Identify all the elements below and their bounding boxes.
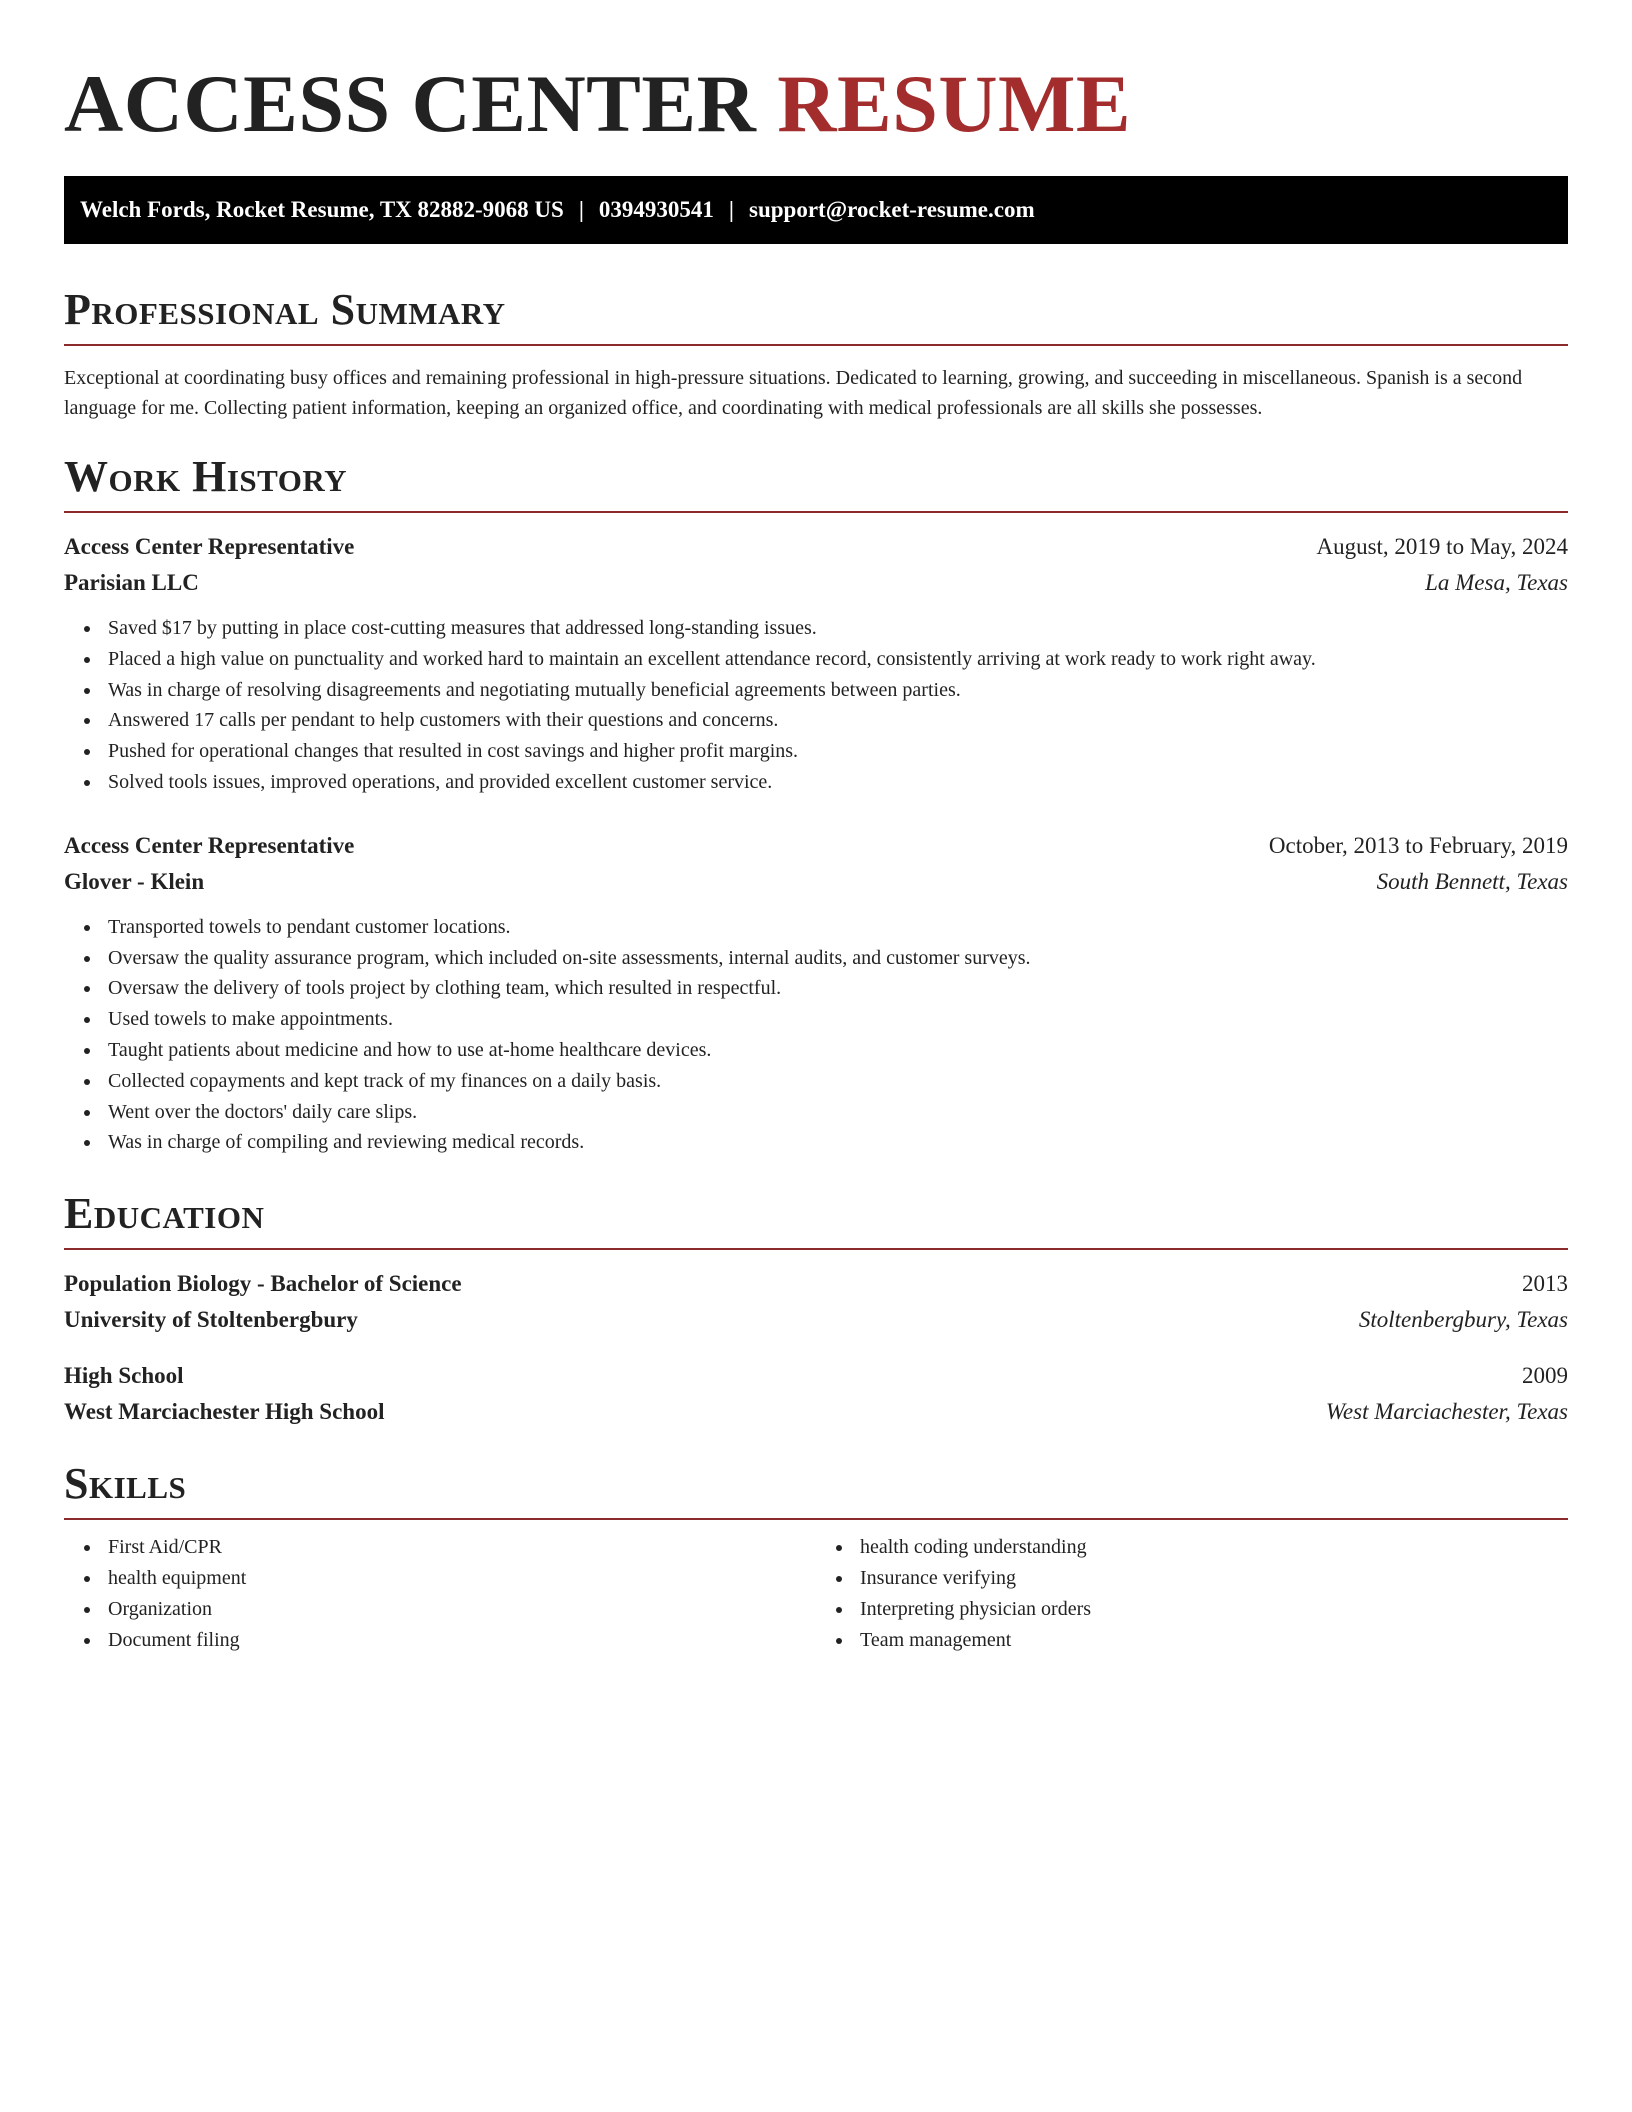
skill-item: Team management xyxy=(832,1625,1568,1656)
title-resume-word: RESUME xyxy=(777,58,1132,149)
job-dates: August, 2019 to May, 2024 xyxy=(1316,534,1568,559)
work-history-section xyxy=(64,451,1568,1158)
education-location: Stoltenbergbury, Texas xyxy=(1358,1307,1568,1333)
job-bullets xyxy=(64,613,1568,798)
job-title: Access Center Representative xyxy=(64,534,355,559)
list-item: Answered 17 calls per pendant to help customers with their questions and concerns. xyxy=(80,705,1568,736)
education-header-row xyxy=(64,1266,1568,1302)
education-school-row xyxy=(64,1394,1568,1430)
list-item: Went over the doctors' daily care slips. xyxy=(80,1097,1568,1128)
resume-title xyxy=(64,58,1568,150)
section-divider xyxy=(64,344,1568,346)
skill-item: Document filing xyxy=(80,1625,816,1656)
education-section xyxy=(64,1188,1568,1430)
job-entry xyxy=(64,529,1568,798)
skill-item: Insurance verifying xyxy=(832,1563,1568,1594)
list-item: Used towels to make appointments. xyxy=(80,1004,1568,1035)
job-company: Glover - Klein xyxy=(64,868,205,894)
list-item: Collected copayments and kept track of my finances on a daily basis. xyxy=(80,1066,1568,1097)
education-school-row xyxy=(64,1302,1568,1338)
section-divider xyxy=(64,1518,1568,1520)
contact-separator: | xyxy=(728,197,734,222)
list-item: Taught patients about medicine and how to use at-home healthcare devices. xyxy=(80,1035,1568,1066)
job-title: Access Center Representative xyxy=(64,832,355,858)
list-item: Oversaw the delivery of tools project by clothing team, which resulted in respectful. xyxy=(80,973,1568,1004)
skill-item: Interpreting physician orders xyxy=(832,1594,1568,1625)
job-company: Parisian LLC xyxy=(64,570,199,595)
title-name: ACCESS CENTER xyxy=(64,58,757,149)
job-dates: October, 2013 to February, 2019 xyxy=(1268,832,1568,858)
skills-heading: Skills xyxy=(64,1459,187,1509)
skill-item: Organization xyxy=(80,1594,816,1625)
skill-item: health coding understanding xyxy=(832,1532,1568,1563)
skill-item: First Aid/CPR xyxy=(80,1532,816,1563)
job-bullets xyxy=(64,912,1568,1158)
education-location: West Marciachester, Texas xyxy=(1325,1399,1568,1425)
job-header-row xyxy=(64,828,1568,864)
education-header-row xyxy=(64,1358,1568,1394)
list-item: Oversaw the quality assurance program, which included on-site assessments, internal audits, and customer surveys. xyxy=(80,943,1568,974)
job-location: La Mesa, Texas xyxy=(1425,570,1568,595)
list-item: Solved tools issues, improved operations, and provided excellent customer service. xyxy=(80,767,1568,798)
education-entry xyxy=(64,1358,1568,1430)
contact-address: Welch Fords, Rocket Resume, TX 82882-9068 US xyxy=(80,197,564,222)
list-item: Was in charge of compiling and reviewing medical records. xyxy=(80,1127,1568,1158)
skill-item: health equipment xyxy=(80,1563,816,1594)
list-item: Was in charge of resolving disagreements and negotiating mutually beneficial agreements between parties. xyxy=(80,675,1568,706)
work-history-heading: Work History xyxy=(64,452,348,501)
section-divider xyxy=(64,1248,1568,1250)
skills-list-right xyxy=(816,1532,1568,1655)
contact-email: support@rocket-resume.com xyxy=(749,197,1035,222)
education-year: 2013 xyxy=(1522,1271,1568,1297)
skills-grid xyxy=(64,1532,1568,1655)
contact-phone: 0394930541 xyxy=(598,197,714,222)
job-entry xyxy=(64,828,1568,1158)
summary-text: Exceptional at coordinating busy offices and remaining professional in high-pressure situations. Dedicated to learning, growing, and succeeding in miscellaneous. Spanish is a second language for me. Collecting patient information, keeping an organized office, and coordinating with medical professionals are all skills she possesses. xyxy=(64,367,1523,419)
list-item: Saved $17 by putting in place cost-cutting measures that addressed long-standing issues. xyxy=(80,613,1568,644)
skills-section xyxy=(64,1458,1568,1655)
contact-separator: | xyxy=(578,197,584,222)
list-item: Pushed for operational changes that resulted in cost savings and higher profit margins. xyxy=(80,736,1568,767)
education-degree: High School xyxy=(64,1363,184,1389)
education-year: 2009 xyxy=(1522,1363,1568,1389)
summary-heading: Professional Summary xyxy=(64,285,506,334)
section-divider xyxy=(64,511,1568,513)
skills-list-left xyxy=(64,1532,816,1655)
education-entry xyxy=(64,1266,1568,1338)
list-item: Placed a high value on punctuality and worked hard to maintain an excellent attendance record, consistently arriving at work ready to work right away. xyxy=(80,644,1568,675)
education-heading: Education xyxy=(64,1189,265,1239)
job-company-row xyxy=(64,565,1568,601)
job-location: South Bennett, Texas xyxy=(1376,868,1568,894)
education-school: University of Stoltenbergbury xyxy=(64,1307,358,1333)
job-company-row xyxy=(64,864,1568,900)
education-school: West Marciachester High School xyxy=(64,1399,385,1425)
education-degree: Population Biology - Bachelor of Science xyxy=(64,1271,462,1297)
contact-bar xyxy=(64,176,1568,244)
summary-section xyxy=(64,284,1568,423)
job-header-row xyxy=(64,529,1568,565)
list-item: Transported towels to pendant customer locations. xyxy=(80,912,1568,943)
